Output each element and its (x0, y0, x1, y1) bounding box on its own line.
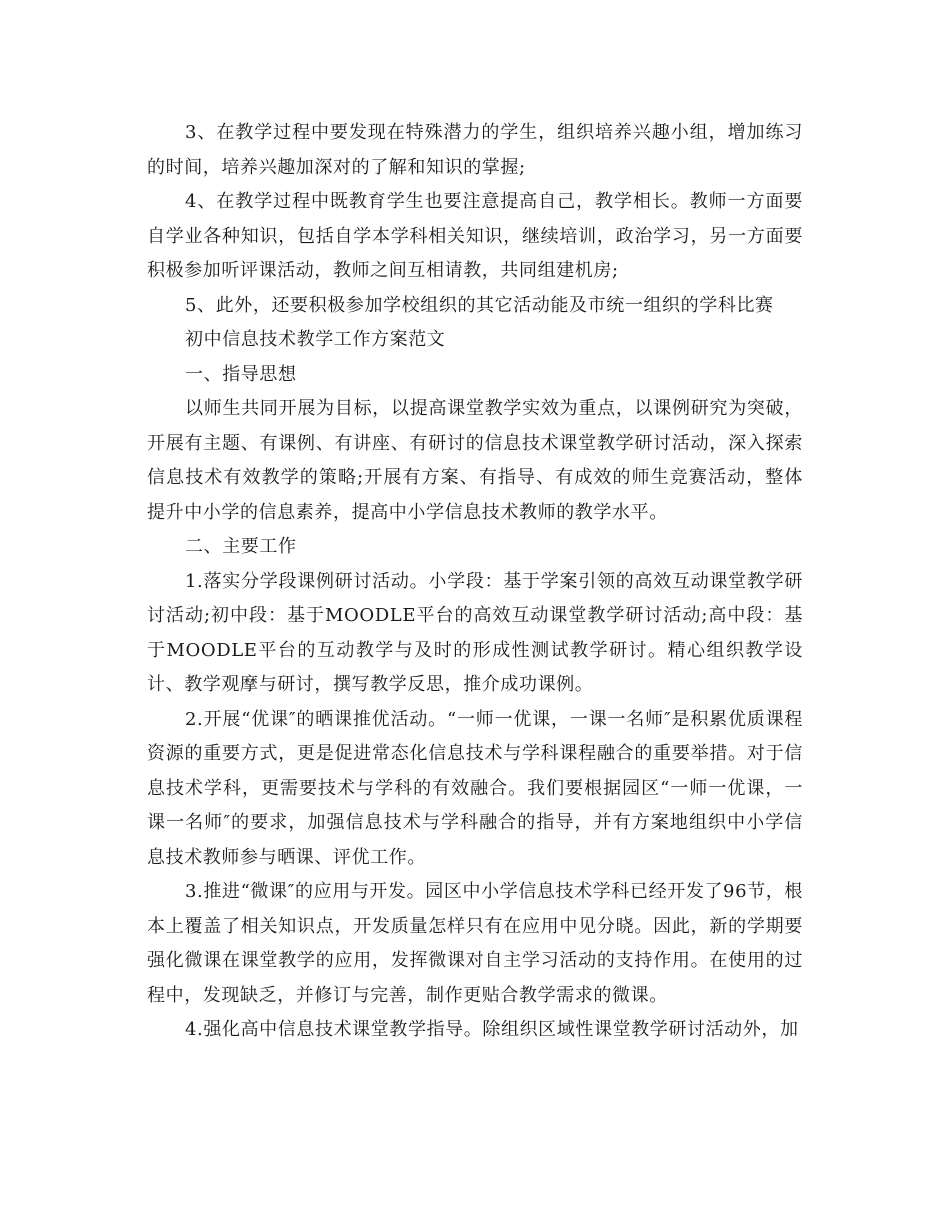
work-item-2: 2.开展“优课″的晒课推优活动。“一师一优课，一课一名师″是积累优质课程资源的重要方式，更是促进常态化信息技术与学科课程融合的重要举措。对于信息技术学科，更需要技术与学科的有效融合。我们要根据园区“一师一优课，一课一名师″的要求，加强信息技术与学科融合的指导，并有方案地组织中小学信息技术教师参与晒课、评优工作。 (147, 708, 803, 868)
document-title: 初中信息技术教学工作方案范文 (185, 329, 446, 350)
work-item-3: 3.推进“微课″的应用与开发。园区中小学信息技术学科已经开发了96节，根本上覆盖了相关知识点，开发质量怎样只有在应用中见分晓。因此，新的学期要强化微课在课堂教学的应用，发挥微课对自主学习活动的支持作用。在使用的过程中，发现缺乏，并修订与完善，制作更贴合教学需求的微课。 (147, 881, 803, 1006)
paragraph-item-5: 5、此外，还要积极参加学校组织的其它活动能及市统一组织的学科比赛 (185, 294, 774, 316)
work-item-1: 1.落实分学段课例研讨活动。小学段：基于学案引领的高效互动课堂教学研讨活动;初中段：基于MOODLE平台的高效互动课堂教学研讨活动;高中段：基于MOODLE平台的互动教学与及时的形成性测试教学研讨。精心组织教学设计、教学观摩与研讨，撰写教学反思，推介成功课例。 (147, 570, 803, 695)
guiding-ideology-paragraph: 以师生共同开展为目标，以提高课堂教学实效为重点，以课例研究为突破，开展有主题、有课例、有讲座、有研讨的信息技术课堂教学研讨活动，深入探索信息技术有效教学的策略;开展有方案、有指导、有成效的师生竞赛活动，整体提升中小学的信息素养，提高中小学信息技术教师的教学水平。 (147, 398, 803, 523)
paragraph-item-3: 3、在教学过程中要发现在特殊潜力的学生，组织培养兴趣小组，增加练习的时间，培养兴趣加深对的了解和知识的掌握; (147, 122, 803, 178)
work-item-4: 4.强化高中信息技术课堂教学指导。除组织区域性课堂教学研讨活动外，加 (185, 1019, 799, 1040)
document-body (147, 116, 803, 1048)
paragraph-item-4: 4、在教学过程中既教育学生也要注意提高自己，教学相长。教师一方面要自学业各种知识，包括自学本学科相关知识，继续培训，政治学习，另一方面要积极参加听评课活动，教师之间互相请教，共同组建机房; (147, 191, 803, 281)
section-heading-guiding-ideology: 一、指导思想 (185, 363, 297, 385)
section-heading-main-work: 二、主要工作 (185, 536, 297, 557)
